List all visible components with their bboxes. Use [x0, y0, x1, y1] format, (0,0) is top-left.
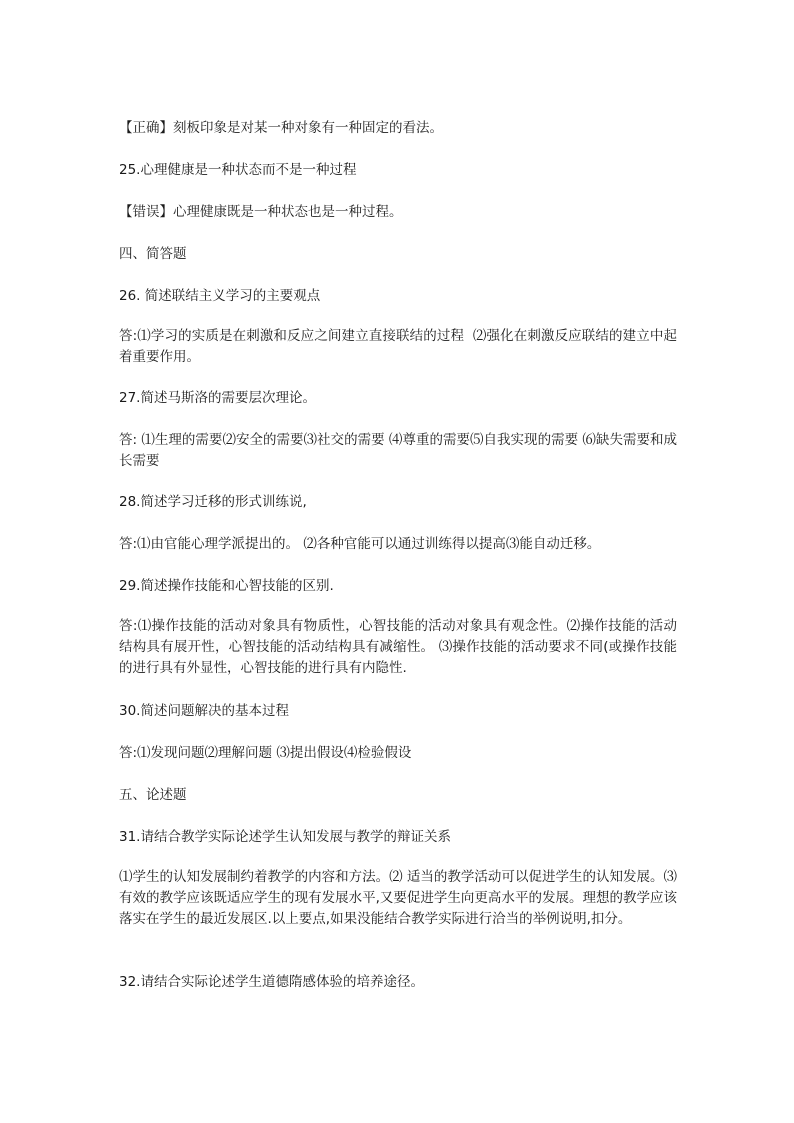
answer-30-text: 答:⑴发现问题⑵理解问题 ⑶提出假设⑷检验假设	[119, 745, 412, 761]
question-30: 30.简述问题解决的基本过程	[119, 703, 289, 719]
question-29: 29.简述操作技能和心智技能的区别.	[119, 578, 334, 594]
section-heading-essay: 五、论述题	[119, 787, 187, 803]
answer-31-text: ⑴学生的认知发展制约着教学的内容和方法。⑵ 适当的教学活动可以促进学生的认知发展。⑶有效的教学应该既适应学生的现有发展水平,又要促进学生向更高水平的发展。理想的教学应该落实在学生的最近发展区.以上要点,如果没能结合教学实际进行洽当的举例说明,扣分。	[119, 869, 677, 927]
answer-28-text: 答:⑴由官能心理学派提出的。 ⑵各种官能可以通过训练得以提高⑶能自动迁移。	[119, 536, 601, 552]
question-27: 27.简述马斯洛的需要层次理论。	[119, 390, 316, 406]
answer-27-text: 答: ⑴生理的需要⑵安全的需要⑶社交的需要 ⑷尊重的需要⑸自我实现的需要 ⑹缺失需要和成长需要	[119, 432, 677, 469]
question-31: 31.请结合教学实际论述学生认知发展与教学的辩证关系	[119, 829, 451, 845]
answer-29-text: 答:⑴操作技能的活动对象具有物质性，心智技能的活动对象具有观念性。⑵操作技能的活动结构具有展开性，心智技能的活动结构具有减缩性。 ⑶操作技能的活动要求不同(或操作技能的进行具有外显性，心智技能的进行具有内隐性.	[119, 618, 677, 676]
answer-25-text: 【错误】心理健康既是一种状态也是一种过程。	[119, 204, 403, 220]
answer-24-text: 【正确】刻板印象是对某一种对象有一种固定的看法。	[119, 120, 443, 136]
question-28: 28.简述学习迁移的形式训练说,	[119, 494, 307, 510]
section-heading-short-answer: 四、简答题	[119, 246, 187, 262]
question-26: 26. 简述联结主义学习的主要观点	[119, 288, 321, 304]
question-25: 25.心理健康是一种状态而不是一种过程	[119, 162, 357, 178]
answer-26-text: 答:⑴学习的实质是在刺激和反应之间建立直接联结的过程 ⑵强化在刺激反应联结的建立中起着重要作用。	[119, 328, 677, 365]
question-32: 32.请结合实际论述学生道德隋感体验的培养途径。	[119, 974, 424, 990]
